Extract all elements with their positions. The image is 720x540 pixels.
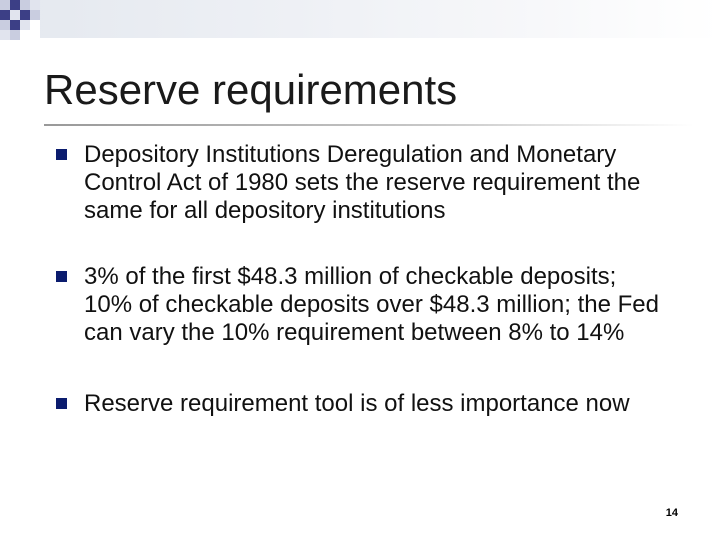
slide-title: Reserve requirements bbox=[44, 66, 458, 113]
top-gradient-band bbox=[40, 0, 720, 38]
title-divider bbox=[44, 124, 694, 126]
bullet-text: Reserve requirement tool is of less importance now bbox=[84, 390, 630, 417]
square-bullet-icon bbox=[56, 271, 67, 282]
bullet-item bbox=[56, 263, 666, 347]
page-number: 14 bbox=[665, 507, 678, 519]
corner-checker-decoration bbox=[0, 0, 40, 40]
bullet-item bbox=[56, 390, 666, 418]
bullet-text: Depository Institutions Deregulation and Monetary Control Act of 1980 sets the reserve requirement the same for all depository institutions bbox=[84, 141, 641, 224]
bullet-item bbox=[56, 141, 666, 225]
square-bullet-icon bbox=[56, 149, 67, 160]
bullet-text: 3% of the first $48.3 million of checkable deposits; 10% of checkable deposits over $48.3 million; the Fed can vary the 10% requirement between 8% to 14% bbox=[84, 263, 660, 346]
square-bullet-icon bbox=[56, 398, 67, 409]
